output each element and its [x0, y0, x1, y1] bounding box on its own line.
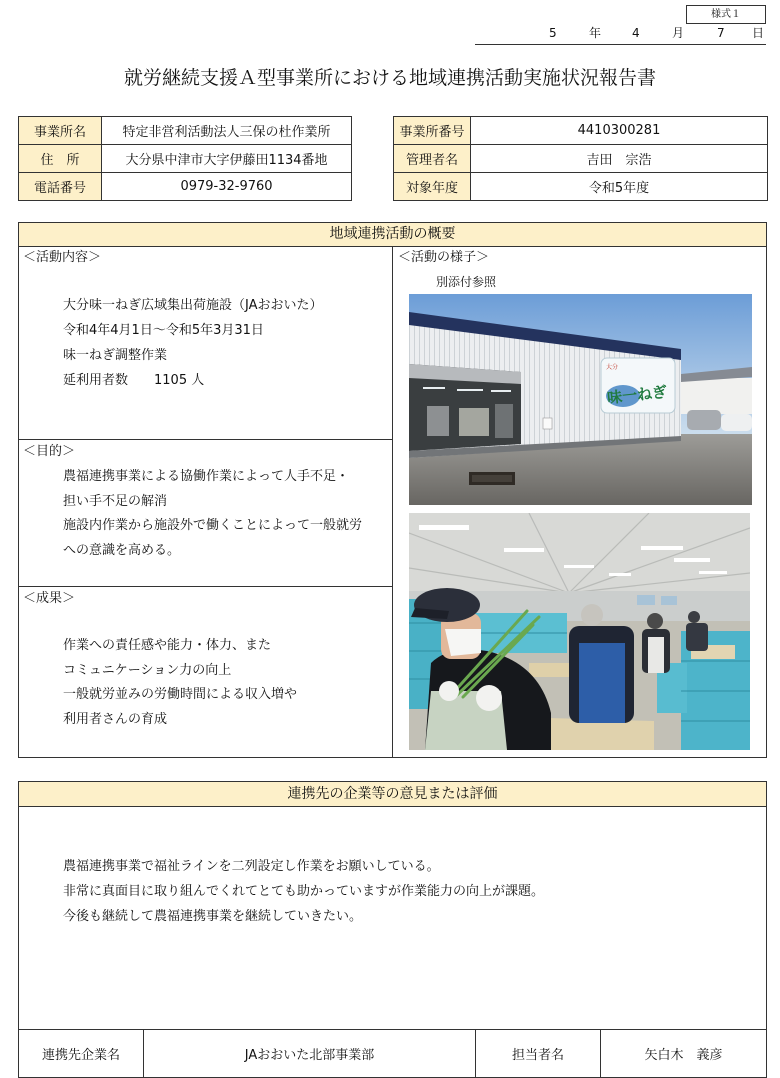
- light-tube: [674, 558, 710, 562]
- office-name-value: 特定非営利活動法人三保の杜作業所: [102, 117, 352, 145]
- indoor-work-photo: [409, 513, 750, 750]
- glove: [476, 685, 502, 711]
- results-line: 利用者さんの育成: [63, 711, 168, 727]
- overview-text-column: [19, 247, 393, 757]
- evaluation-header: 連携先の企業等の意見または評価: [19, 782, 766, 807]
- window: [661, 596, 677, 605]
- document-title: 就労継続支援Ａ型事業所における地域連携活動実施状況報告書: [123, 67, 656, 89]
- date-day-unit: 日: [752, 26, 765, 40]
- contact-person-value: 矢白木 義彦: [644, 1048, 723, 1063]
- drain-grate-inner: [472, 475, 512, 482]
- light-tube: [609, 573, 631, 576]
- office-info-table: [18, 116, 352, 201]
- evaluation-line: 非常に真面目に取り組んでくれてとても助かっていますが作業能力の向上が課題。: [63, 884, 545, 899]
- light-tube: [699, 571, 727, 574]
- date-year-unit: 年: [589, 26, 602, 40]
- car: [687, 410, 721, 430]
- office-number-row: [394, 117, 768, 145]
- partner-evaluation-box: [18, 781, 767, 1078]
- electric-box: [543, 418, 552, 429]
- activity-section: [19, 247, 392, 440]
- results-line: コミュニケーション力の向上: [63, 662, 232, 678]
- results-line: 作業への責任感や能力・体力、また: [63, 638, 272, 653]
- activity-line: 味一ねぎ調整作業: [63, 348, 168, 363]
- office-phone-label: 電話番号: [19, 173, 102, 201]
- fiscal-year-row: [394, 173, 768, 201]
- overview-header: 地域連携活動の概要: [19, 223, 766, 247]
- partner-company-value: JAおおいた北部事業部: [144, 1030, 476, 1077]
- manager-value: 吉田 宗浩: [471, 145, 768, 173]
- office-address-label: 住 所: [19, 145, 102, 173]
- window: [637, 595, 655, 605]
- worker-head: [581, 604, 603, 626]
- activity-line: 令和4年4月1日～令和5年3月31日: [63, 323, 264, 338]
- bay-light: [423, 387, 445, 389]
- glove: [439, 681, 459, 701]
- purpose-heading: ＜目的＞: [23, 444, 76, 459]
- evaluation-line: 農福連携事業で福祉ラインを二列設定し作業をお願いしている。: [63, 859, 440, 874]
- purpose-line: 農福連携事業による協働作業によって人手不足・: [63, 469, 350, 484]
- office-number-value: 4410300281: [471, 117, 768, 145]
- facility-sign: [601, 358, 675, 413]
- office-name-label: 事業所名: [19, 117, 102, 145]
- worker-head: [688, 611, 700, 623]
- bay-light: [457, 389, 483, 391]
- bay-machine: [459, 408, 489, 436]
- purpose-line: 施設内作業から施設外で働くことによって一般就労: [63, 518, 363, 533]
- bay-light: [491, 390, 511, 392]
- sign-main-text: 味一ねぎ: [606, 382, 668, 408]
- office-phone-value: 0979-32-9760: [102, 173, 352, 201]
- worker-apron: [579, 643, 625, 723]
- date-month: 4: [632, 26, 640, 40]
- light-tube: [419, 525, 469, 530]
- light-tube: [564, 565, 594, 568]
- results-lines: [63, 634, 297, 732]
- results-line: 一般就労並みの労働時間による収入増や: [63, 687, 298, 702]
- partner-info-row: [19, 1029, 766, 1077]
- activity-lines: [63, 293, 323, 393]
- office-phone-row: [19, 173, 352, 201]
- manager-row: [394, 145, 768, 173]
- face-mask: [445, 629, 481, 656]
- sign-small-text: 大分: [606, 364, 619, 371]
- bay-machine: [427, 406, 449, 436]
- fiscal-year-label: 対象年度: [394, 173, 471, 201]
- date-day: 7: [717, 26, 725, 40]
- facility-exterior-photo: [409, 294, 752, 505]
- background-building-wall: [681, 378, 752, 414]
- purpose-lines: [63, 465, 362, 563]
- office-number-label: 事業所番号: [394, 117, 471, 145]
- results-section: [19, 587, 392, 757]
- overview-photo-column: [393, 247, 766, 757]
- office-address-value: 大分県中津市大字伊藤田1134番地: [102, 145, 352, 173]
- contact-person-label: 担当者名: [476, 1030, 601, 1077]
- drain-grate: [469, 472, 515, 485]
- bay-machine: [495, 404, 513, 438]
- date-month-unit: 月: [672, 26, 685, 40]
- purpose-line: 担い手不足の解消: [63, 493, 168, 509]
- worker-head: [647, 613, 663, 629]
- light-tube: [641, 546, 683, 550]
- report-date: [475, 24, 766, 45]
- partner-company-label: 連携先企業名: [19, 1030, 144, 1077]
- activity-line: 延利用者数 1105 人: [63, 373, 205, 388]
- date-year: 5: [549, 26, 557, 40]
- results-heading: ＜成果＞: [23, 591, 76, 606]
- activity-heading: ＜活動内容＞: [23, 250, 102, 265]
- purpose-section: [19, 440, 392, 587]
- worker-apron: [648, 637, 664, 673]
- scene-heading: ＜活動の様子＞: [398, 250, 490, 265]
- evaluation-lines: [63, 854, 544, 929]
- office-admin-table: [393, 116, 768, 201]
- car: [721, 414, 752, 431]
- light-tube: [504, 548, 544, 552]
- background-building: [681, 367, 752, 414]
- office-address-row: [19, 145, 352, 173]
- fiscal-year-value: 令和5年度: [471, 173, 768, 201]
- manager-label: 管理者名: [394, 145, 471, 173]
- purpose-line: への意識を高める。: [63, 542, 181, 558]
- attachment-note: 別添付参照: [436, 275, 497, 289]
- activity-line: 大分味一ねぎ広域集出荷施設（JAおおいた）: [63, 298, 323, 313]
- worker-body: [686, 623, 708, 651]
- evaluation-line: 今後も継続して農福連携事業を継続していきたい。: [63, 909, 363, 924]
- form-number-label: 様式１: [686, 5, 766, 24]
- activity-overview-box: [18, 222, 767, 758]
- office-name-row: [19, 117, 352, 145]
